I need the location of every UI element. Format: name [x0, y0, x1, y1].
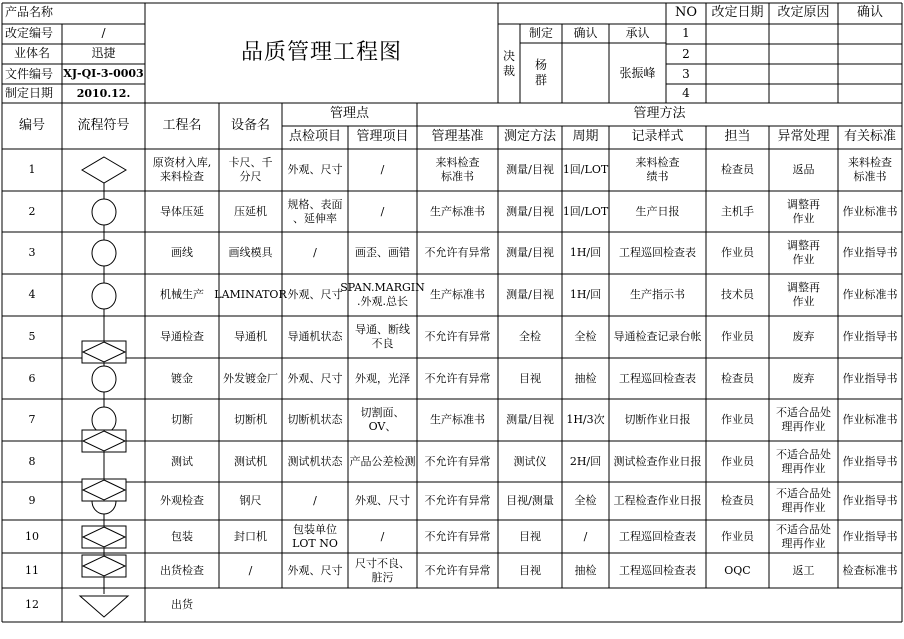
row-record: 来料检查 绩书 [635, 156, 680, 183]
row-equipment: 压延机 [234, 204, 267, 218]
row-abnormal: 调整再 作业 [787, 197, 820, 225]
row-cycle: 抽检 [574, 563, 597, 577]
row-owner: 作业员 [721, 330, 754, 344]
flow-circle-symbol [92, 283, 116, 309]
decide-label: 决 裁 [502, 48, 515, 78]
row-mgmt-item: 外观、尺寸 [355, 494, 410, 508]
row-standard: 不允许有异常 [424, 529, 491, 543]
business-value: 迅捷 [91, 46, 116, 60]
row-process: 包装 [171, 529, 193, 543]
row-check-item: 规格、表面 、延伸率 [287, 197, 343, 225]
row-owner: 作业员 [721, 454, 754, 468]
row-mgmt-item: / [380, 204, 385, 218]
rev-confirm-header: 确认 [856, 5, 883, 21]
business-label: 业体名 [13, 46, 50, 60]
row-equipment: / [248, 563, 253, 577]
row-process: 导体压延 [160, 204, 204, 218]
row-check-item: 测试机状态 [287, 454, 343, 468]
row-cycle: 1回/LOT [562, 163, 609, 177]
row-mgmt-item: 导通、断线 不良 [355, 323, 410, 350]
row-equipment: 封口机 [234, 529, 267, 543]
confirm-label: 确认 [573, 26, 598, 40]
revision-no-label: 改定编号 [5, 26, 54, 40]
row-record: 生产指示书 [630, 288, 685, 302]
row-no: 10 [25, 529, 39, 543]
row-equipment: 钢尺 [239, 494, 262, 508]
col-no-header: 编号 [18, 117, 45, 133]
row-no: 2 [28, 204, 36, 218]
row-mgmt-item: 产品公差检测 [349, 454, 416, 468]
row-record: 工程巡回检查表 [619, 371, 696, 385]
row-related: 作业指导书 [842, 330, 898, 344]
row-process: 外观检查 [160, 494, 204, 508]
col-check-item-header: 点检项目 [288, 129, 341, 145]
row-process: 镀金 [171, 371, 193, 385]
row-record: 导通检查记录台帐 [613, 330, 702, 344]
row-no: 1 [28, 163, 36, 177]
row-related: 作业标准书 [842, 288, 898, 302]
row-owner: 作业员 [721, 529, 754, 543]
date-label: 制定日期 [5, 86, 54, 100]
row-check-item: / [313, 494, 317, 508]
row-related: 作业指导书 [842, 246, 898, 260]
row-standard: 不允许有异常 [424, 246, 491, 260]
row-process: 切断 [171, 413, 193, 427]
row-no: 3 [28, 246, 36, 260]
row-owner: 检查员 [721, 494, 754, 508]
row-check-item: 外观、尺寸 [287, 163, 343, 177]
row-record: 切断作业日报 [624, 413, 691, 427]
row-cycle: 全检 [574, 330, 597, 344]
row-measure: 测量/目视 [506, 163, 554, 177]
row-no: 5 [28, 330, 36, 344]
row-abnormal: 不适合品处 理再作业 [776, 487, 831, 514]
row-check-item: 外观、尺寸 [287, 371, 343, 385]
row-record: 工程检查作业日报 [613, 494, 702, 508]
row-related: 检查标准书 [842, 563, 898, 577]
col-mgmt-item-header: 管理项目 [356, 129, 409, 145]
col-record-header: 记录样式 [631, 129, 684, 145]
row-check-item: / [313, 246, 317, 260]
row-related: 来料检查 标准书 [848, 156, 892, 183]
row-owner: 作业员 [721, 246, 754, 260]
product-name-label: 产品名称 [5, 5, 54, 19]
row-standard: 来料检查 标准书 [435, 156, 480, 183]
row-abnormal: 不适合品处 理再作业 [776, 447, 831, 475]
row-owner: 检查员 [721, 371, 754, 385]
row-abnormal: 废弃 [792, 371, 815, 385]
row-check-item: 外观、尺寸 [287, 563, 343, 577]
row-equipment: 切断机 [234, 413, 267, 427]
col-control-points-header: 管理点 [329, 106, 369, 122]
row-standard: 不允许有异常 [424, 494, 491, 508]
row-check-item: 导通机状态 [287, 330, 343, 344]
row-standard: 不允许有异常 [424, 563, 491, 577]
row-standard: 不允许有异常 [424, 454, 491, 468]
flow-circle-symbol [92, 407, 116, 433]
row-abnormal: 返工 [792, 563, 815, 577]
rev-no-3: 3 [682, 66, 690, 81]
row-cycle: 1回/LOT [562, 204, 609, 218]
row-measure: 测量/目视 [506, 288, 554, 302]
row-abnormal: 不适合品处 理再作业 [776, 522, 831, 550]
row-owner: 技术员 [721, 288, 754, 302]
row-process: 测试 [171, 454, 193, 468]
row-no: 12 [25, 598, 39, 612]
col-related-header: 有关标准 [843, 129, 896, 145]
row-mgmt-item: 画歪、画错 [355, 246, 410, 260]
row-cycle: / [583, 529, 588, 543]
row-mgmt-item: 外观，光泽 [355, 371, 410, 385]
row-abnormal: 调整再 作业 [787, 281, 820, 308]
rev-no-1: 1 [682, 26, 690, 40]
row-mgmt-item: / [380, 529, 385, 543]
maker-name: 杨 群 [534, 58, 547, 87]
row-measure: 目视 [519, 563, 541, 577]
row-process: 导通检查 [160, 330, 204, 344]
row-measure: 目视 [519, 371, 541, 385]
row-abnormal: 废弃 [792, 330, 815, 344]
row-check-item: 切断机状态 [287, 413, 343, 427]
col-equipment-header: 设备名 [230, 117, 270, 133]
flow-circle-symbol [92, 366, 116, 392]
row-standard: 生产标准书 [430, 288, 485, 302]
row-cycle: 全检 [574, 494, 597, 508]
row-no: 4 [28, 288, 36, 302]
rev-no-2: 2 [682, 46, 690, 61]
doc-no-label: 文件编号 [5, 66, 54, 81]
row-process: 画线 [171, 246, 193, 260]
col-abnormal-header: 异常处理 [777, 129, 830, 145]
row-record: 工程巡回检查表 [619, 563, 696, 577]
doc-no-value: XJ-QI-3-0003 [63, 67, 144, 81]
row-mgmt-item: / [380, 163, 385, 177]
row-equipment: 外发镀金厂 [223, 371, 278, 385]
flow-circle-symbol [92, 240, 116, 266]
row-measure: 测量/目视 [506, 204, 554, 218]
row-standard: 生产标准书 [430, 204, 485, 218]
row-no: 11 [25, 563, 39, 577]
approver-name: 张振峰 [619, 65, 656, 80]
row-mgmt-item: SPAN.MARGIN .外观.总长 [340, 281, 425, 308]
row-record: 生产日报 [635, 204, 680, 218]
row-measure: 全检 [519, 330, 541, 344]
row-related: 作业指导书 [842, 371, 898, 385]
row-check-item: 包装单位 LOT NO [292, 522, 338, 550]
row-no: 7 [28, 413, 36, 427]
col-cycle-header: 周期 [572, 129, 599, 145]
flow-diamond-symbol [82, 157, 126, 183]
row-process: 出货检查 [160, 563, 204, 577]
row-related: 作业标准书 [842, 413, 898, 427]
row-record: 工程巡回检查表 [619, 529, 696, 543]
row-mgmt-item: 尺寸不良、 脏污 [355, 556, 410, 584]
row-abnormal: 调整再 作业 [787, 239, 820, 266]
rev-no-4: 4 [682, 86, 690, 100]
page-title: 品质管理工程图 [240, 40, 402, 66]
flow-circle-symbol [92, 199, 116, 225]
rev-no-header: NO [674, 5, 698, 21]
row-process: 原资材入库, 来料检查 [152, 156, 212, 183]
row-process: 机械生产 [160, 288, 204, 302]
row-related: 作业指导书 [842, 454, 898, 468]
row-owner: 作业员 [721, 413, 754, 427]
row-cycle: 2H/回 [569, 454, 602, 468]
made-label: 制定 [528, 26, 553, 40]
row-abnormal: 不适合品处 理再作业 [776, 406, 831, 433]
row-no: 8 [28, 454, 36, 468]
row-cycle: 1H/回 [569, 246, 602, 260]
row-measure: 测试仪 [513, 454, 547, 468]
revision-no-value: / [101, 26, 106, 40]
rev-date-header: 改定日期 [711, 5, 764, 21]
col-process-header: 工程名 [162, 117, 202, 133]
row-measure: 测量/目视 [506, 246, 554, 260]
row-no: 9 [28, 494, 36, 508]
col-control-method-header: 管理方法 [633, 106, 686, 122]
row-related: 作业指导书 [842, 494, 898, 508]
row-cycle: 抽检 [574, 371, 597, 385]
row-owner: OQC [724, 563, 751, 577]
row-cycle: 1H/回 [569, 288, 602, 302]
row-related: 作业标准书 [842, 204, 898, 218]
row-standard: 不允许有异常 [424, 330, 491, 344]
col-owner-header: 担当 [724, 129, 751, 145]
rev-reason-header: 改定原因 [777, 5, 830, 21]
row-standard: 不允许有异常 [424, 371, 491, 385]
row-owner: 主机手 [721, 204, 754, 218]
row-process: 出货 [171, 598, 193, 612]
row-record: 工程巡回检查表 [619, 246, 696, 260]
row-related: 作业指导书 [842, 529, 898, 543]
flow-storage-triangle [80, 596, 128, 617]
row-no: 6 [28, 371, 36, 385]
row-equipment: LAMINATOR [214, 288, 287, 302]
row-equipment: 导通机 [234, 330, 267, 344]
col-flow-header: 流程符号 [77, 117, 130, 133]
row-equipment: 画线模具 [228, 246, 273, 260]
row-cycle: 1H/3次 [566, 413, 605, 427]
row-measure: 目视 [519, 529, 541, 543]
row-equipment: 测试机 [234, 454, 267, 468]
col-measure-header: 测定方法 [503, 129, 556, 145]
col-standard-header: 管理基准 [431, 129, 484, 145]
row-owner: 检查员 [721, 163, 754, 177]
row-equipment: 卡尺、千 分尺 [228, 156, 273, 183]
row-standard: 生产标准书 [430, 413, 485, 427]
row-mgmt-item: 切割面、OV、 [360, 406, 405, 433]
row-measure: 目视/测量 [506, 494, 554, 508]
row-measure: 测量/目视 [506, 413, 554, 427]
approve-label: 承认 [625, 26, 650, 40]
date-value: 2010.12. [76, 86, 131, 100]
row-check-item: 外观、尺寸 [287, 288, 343, 302]
row-record: 测试检查作业日报 [613, 454, 702, 468]
row-abnormal: 返品 [792, 163, 815, 177]
